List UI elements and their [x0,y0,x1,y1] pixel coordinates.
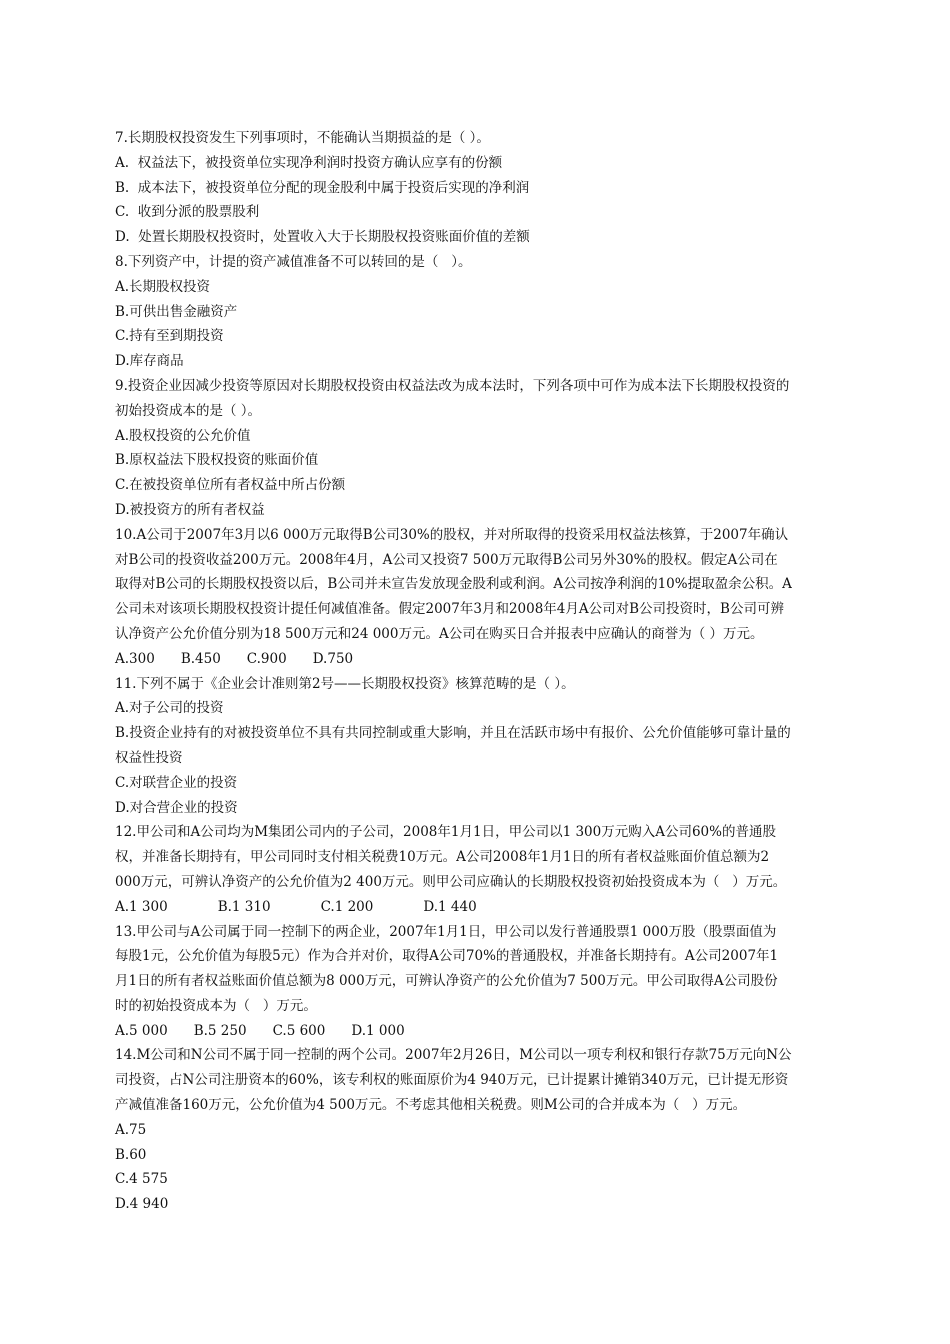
question-stem-line: 产减值准备160万元，公允价值为4 500万元。不考虑其他相关税费。则M公司的合并成本为（ ）万元。 [115,1097,747,1114]
question-stem: 11.下列不属于《企业会计准则第2号——长期股权投资》核算范畴的是（ ）。 [115,675,575,692]
option-b-continued: 权益性投资 [115,749,183,766]
option-a: A.75 [115,1121,147,1138]
question-stem-line: 权，并准备长期持有，甲公司同时支付相关税费10万元。A公司2008年1月1日的所有者权益账面价值总额为2 [115,849,770,866]
option-d: D.库存商品 [115,353,184,370]
question-stem-line: 取得对B公司的长期股权投资以后，B公司并未宣告发放现金股利或利润。A公司按净利润的10%提取盈余公积。A [115,576,792,593]
option-c: C.持有至到期投资 [115,328,224,345]
question-stem-line: 初始投资成本的是（ ）。 [115,402,262,419]
question-stem-line: 12.甲公司和A公司均为M集团公司内的子公司，2008年1月1日，甲公司以1 300万元购入A公司60%的普通股 [115,824,776,841]
question-12 [115,820,837,919]
option-c: C.1 200 [320,898,374,915]
question-11 [115,672,837,821]
option-c: C.900 [246,650,287,667]
question-stem-line: 认净资产公允价值分别为18 500万元和24 000万元。A公司在购买日合并报表中应确认的商誉为（ ）万元。 [115,625,764,642]
question-7 [115,126,837,250]
option-d: D.1 000 [351,1022,405,1039]
option-b: B.5 250 [193,1022,247,1039]
option-b: B.可供出售金融资产 [115,303,238,320]
option-b: B.60 [115,1146,147,1163]
option-d: D.750 [312,650,354,667]
question-8 [115,250,837,374]
option-c: C. 收到分派的股票股利 [115,204,260,221]
question-stem-line: 14.M公司和N公司不属于同一控制的两个公司。2007年2月26日，M公司以一项专利权和银行存款75万元向N公 [115,1047,792,1064]
option-a: A.对子公司的投资 [115,700,224,717]
option-c: C.4 575 [115,1171,168,1188]
question-stem-line: 公司未对该项长期股权投资计提任何减值准备。假定2007年3月和2008年4月A公司对B公司投资时，B公司可辨 [115,601,784,618]
option-c: C.在被投资单位所有者权益中所占份额 [115,477,346,494]
question-stem-line: 10.A公司于2007年3月以6 000万元取得B公司30%的股权，并对所取得的投资采用权益法核算，于2007年确认 [115,526,789,543]
option-d: D.4 940 [115,1196,169,1213]
question-list [115,126,837,1217]
option-a: A.长期股权投资 [115,278,211,295]
option-d: D.被投资方的所有者权益 [115,501,265,518]
option-b: B.原权益法下股权投资的账面价值 [115,452,319,469]
option-d: D. 处置长期股权投资时，处置收入大于长期股权投资账面价值的差额 [115,229,530,246]
inline-options [115,1019,837,1044]
question-stem-line: 对B公司的投资收益200万元。2008年4月，A公司又投资7 500万元取得B公司另外30%的股权。假定A公司在 [115,551,778,568]
option-d: D.对合营企业的投资 [115,799,238,816]
question-13 [115,920,837,1044]
question-stem-line: 13.甲公司与A公司属于同一控制下的两企业，2007年1月1日，甲公司以发行普通股票1 000万股（股票面值为 [115,923,777,940]
question-stem-line: 每股1元，公允价值为每股5元）作为合并对价，取得A公司70%的普通股权，并准备长期持有。A公司2007年1 [115,948,779,965]
question-stem: 7.长期股权投资发生下列事项时，不能确认当期损益的是（ ）。 [115,130,490,146]
question-stem-line: 9.投资企业因减少投资等原因对长期股权投资由权益法改为成本法时，下列各项中可作为成本法下长期股权投资的 [115,377,790,394]
question-stem: 8.下列资产中，计提的资产减值准备不可以转回的是（ ）。 [115,253,472,270]
option-a: A. 权益法下，被投资单位实现净利润时投资方确认应享有的份额 [115,154,503,171]
option-a: A.5 000 [115,1022,168,1039]
inline-options [115,647,837,672]
option-c: C.5 600 [272,1022,326,1039]
option-a: A.300 [115,650,155,667]
inline-options [115,895,837,920]
option-c: C.对联营企业的投资 [115,774,238,791]
option-b: B.1 310 [217,898,271,915]
option-b: B.450 [180,650,221,667]
question-14 [115,1043,837,1217]
question-stem-line: 司投资，占N公司注册资本的60%，该专利权的账面原价为4 940万元，已计提累计摊销340万元，已计提无形资 [115,1072,789,1089]
option-a: A.股权投资的公允价值 [115,427,251,444]
option-d: D.1 440 [423,898,477,915]
question-stem-line: 000万元，可辨认净资产的公允价值为2 400万元。则甲公司应确认的长期股权投资初始投资成本为（ ）万元。 [115,873,787,890]
question-stem-line: 时的初始投资成本为（ ）万元。 [115,997,317,1014]
question-stem-line: 月1日的所有者权益账面价值总额为8 000万元，可辨认净资产的公允价值为7 500万元。甲公司取得A公司股份 [115,973,778,990]
option-b: B. 成本法下，被投资单位分配的现金股利中属于投资后实现的净利润 [115,179,530,196]
option-a: A.1 300 [115,898,168,915]
question-9 [115,374,837,523]
option-b: B.投资企业持有的对被投资单位不具有共同控制或重大影响，并且在活跃市场中有报价、公允价值能够可靠计量的 [115,725,791,742]
question-10 [115,523,837,672]
